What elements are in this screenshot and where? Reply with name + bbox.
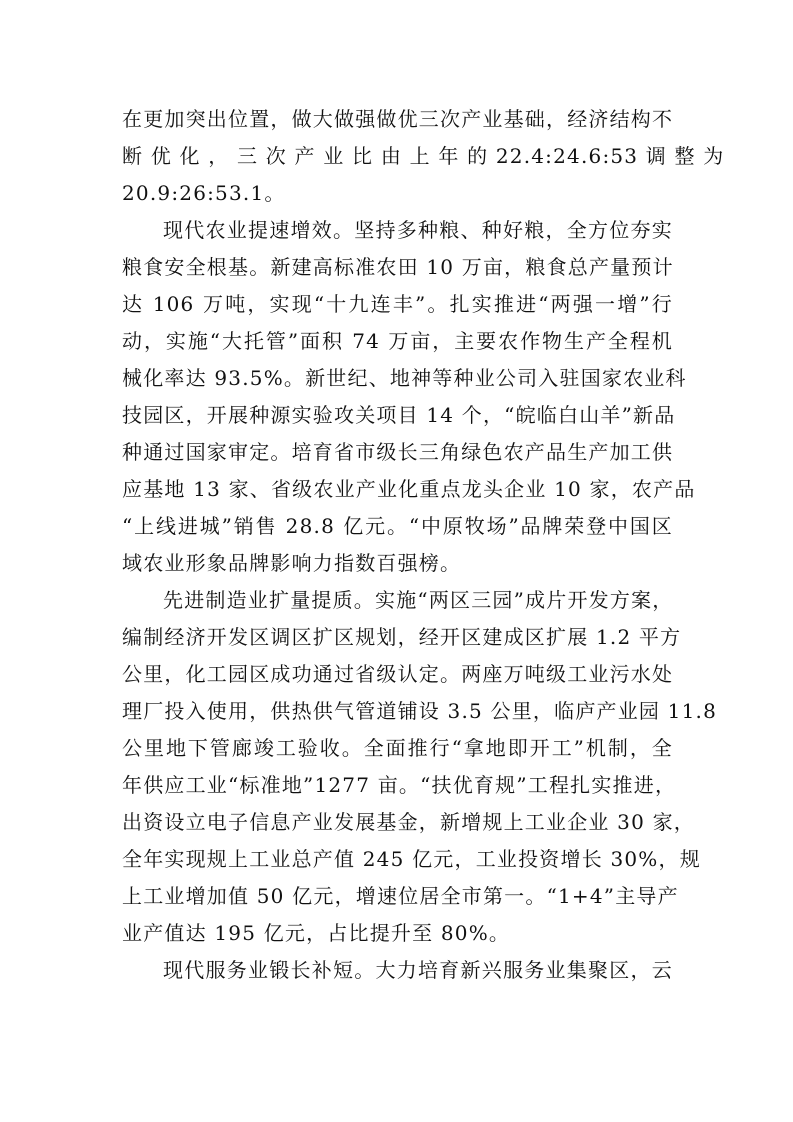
text-line: 先进制造业扩量提质。实施“两区三园”成片开发方案， [163, 588, 674, 612]
text-line: 现代服务业锻长补短。大力培育新兴服务业集聚区，云 [163, 958, 673, 982]
text-line: 全年实现规上工业总产值 245 亿元，工业投资增长 30%，规 [122, 847, 701, 871]
paragraph-modern-agriculture [122, 212, 696, 582]
text-line: 应基地 13 家、省级农业产业化重点龙头企业 10 家，农产品 [122, 477, 696, 501]
text-line: 技园区，开展种源实验攻关项目 14 个，“皖临白山羊”新品 [122, 403, 676, 427]
text-line: 现代农业提速增效。坚持多种粮、种好粮，全方位夯实 [163, 218, 673, 242]
text-line: 业产值达 195 亿元，占比提升至 80%。 [122, 921, 511, 945]
text-line: 在更加突出位置，做大做强做优三次产业基础，经济结构不 [122, 107, 674, 131]
document-body [122, 101, 725, 989]
text-line: 上工业增加值 50 亿元，增速位居全市第一。“1+4”主导产 [122, 884, 679, 908]
text-line: 20.9:26:53.1。 [122, 181, 286, 205]
paragraph-economic-structure [122, 101, 725, 212]
text-line: 断 优 化 ， 三 次 产 业 比 由 上 年 的 22.4:24.6:53 调 整 为 [122, 144, 725, 168]
text-line: “上线进城”销售 28.8 亿元。“中原牧场”品牌荣登中国区 [122, 514, 673, 538]
text-line: 理厂投入使用，供热供气管道铺设 3.5 公里，临庐产业园 11.8 [122, 699, 718, 723]
text-line: 械化率达 93.5%。新世纪、地神等种业公司入驻国家农业科 [122, 366, 687, 390]
text-line: 公里，化工园区成功通过省级认定。两座万吨级工业污水处 [122, 662, 674, 686]
text-line: 域农业形象品牌影响力指数百强榜。 [122, 551, 462, 575]
text-line: 种通过国家审定。培育省市级长三角绿色农产品生产加工供 [122, 440, 674, 464]
text-line: 动，实施“大托管”面积 74 万亩，主要农作物生产全程机 [122, 329, 673, 353]
text-line: 粮食安全根基。新建高标准农田 10 万亩，粮食总产量预计 [122, 255, 674, 279]
paragraph-advanced-manufacturing [122, 582, 718, 952]
text-line: 公里地下管廊竣工验收。全面推行“拿地即开工”机制，全 [122, 736, 673, 760]
text-line: 年供应工业“标准地”1277 亩。“扶优育规”工程扎实推进， [122, 773, 677, 797]
text-line: 出资设立电子信息产业发展基金，新增规上工业企业 30 家， [122, 810, 695, 834]
text-line: 达 106 万吨，实现“十九连丰”。扎实推进“两强一增”行 [122, 292, 673, 316]
text-line: 编制经济开发区调区扩区规划，经开区建成区扩展 1.2 平方 [122, 625, 682, 649]
paragraph-modern-services [122, 952, 673, 989]
